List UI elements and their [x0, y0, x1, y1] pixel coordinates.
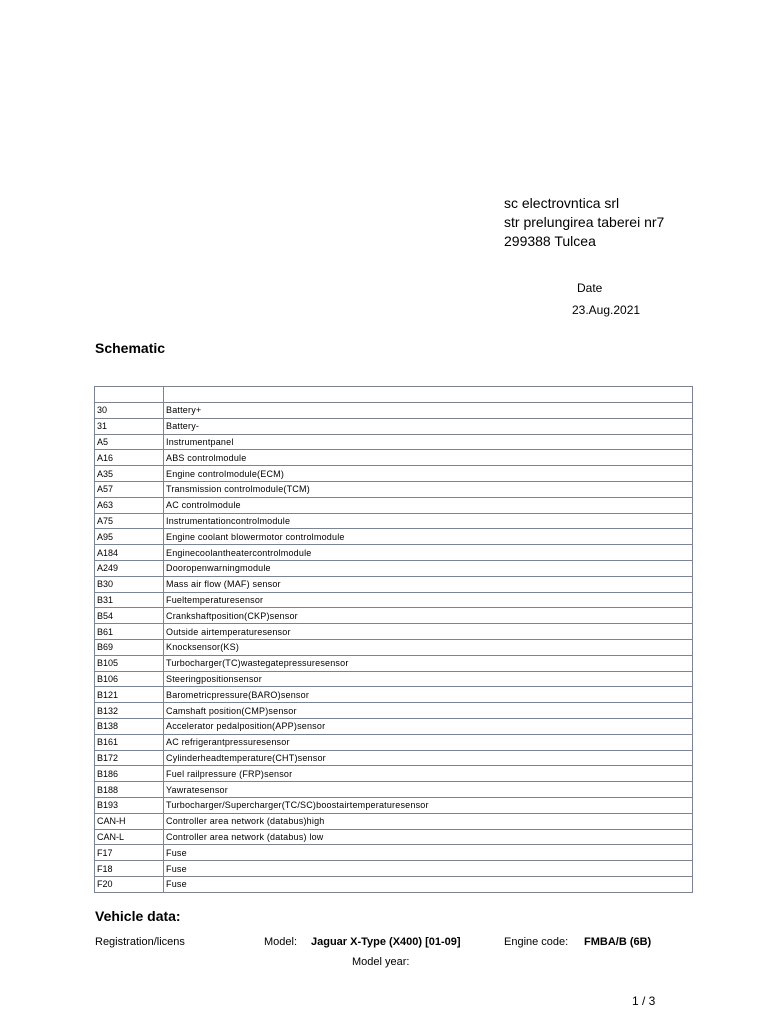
engine-code-value [584, 936, 651, 948]
street-address: str prelungirea taberei nr7 [504, 214, 665, 230]
table-row [95, 655, 693, 671]
components-table-body [95, 387, 693, 893]
table-row [95, 687, 693, 703]
component-description: Crankshaftposition(CKP)sensor [164, 608, 693, 624]
component-code: B188 [95, 782, 164, 798]
component-code: A57 [95, 481, 164, 497]
table-row [95, 718, 693, 734]
components-table [94, 386, 693, 893]
component-code: B172 [95, 750, 164, 766]
component-description: AC refrigerantpressuresensor [164, 734, 693, 750]
engine-code-label: Engine code: [504, 936, 569, 948]
component-description: Mass air flow (MAF) sensor [164, 576, 693, 592]
component-code: CAN-L [95, 829, 164, 845]
component-description: Camshaft position(CMP)sensor [164, 703, 693, 719]
model-year-label: Model year: [352, 956, 410, 968]
component-description: Yawratesensor [164, 782, 693, 798]
component-description: Fueltemperaturesensor [164, 592, 693, 608]
table-header-row [95, 387, 693, 403]
component-code: B193 [95, 797, 164, 813]
component-description: Battery+ [164, 403, 693, 419]
component-description: Turbocharger(TC)wastegatepressuresensor [164, 655, 693, 671]
component-description: Controller area network (databus) low [164, 829, 693, 845]
component-code: A249 [95, 560, 164, 576]
component-code: B138 [95, 718, 164, 734]
component-description: Fuel railpressure (FRP)sensor [164, 766, 693, 782]
table-row [95, 434, 693, 450]
component-code: B186 [95, 766, 164, 782]
component-code: B30 [95, 576, 164, 592]
component-code: A184 [95, 545, 164, 561]
component-code: A75 [95, 513, 164, 529]
component-description: AC controlmodule [164, 497, 693, 513]
component-code: A5 [95, 434, 164, 450]
table-row [95, 797, 693, 813]
component-code: F20 [95, 876, 164, 892]
page-number: 1 / 3 [632, 994, 656, 1008]
component-code: F17 [95, 845, 164, 861]
table-row [95, 608, 693, 624]
table-row [95, 497, 693, 513]
component-code: F18 [95, 861, 164, 877]
date-label: Date [577, 281, 603, 295]
table-row [95, 671, 693, 687]
model-value [311, 936, 461, 948]
table-row [95, 782, 693, 798]
engine-code-value-text: FMBA/B (6B) [584, 936, 652, 948]
component-code: B69 [95, 639, 164, 655]
table-row [95, 845, 693, 861]
component-description: Controller area network (databus)high [164, 813, 693, 829]
table-row [95, 481, 693, 497]
component-description: Outside airtemperaturesensor [164, 624, 693, 640]
table-row [95, 624, 693, 640]
component-description: Knocksensor(KS) [164, 639, 693, 655]
component-code: B161 [95, 734, 164, 750]
component-description: Barometricpressure(BARO)sensor [164, 687, 693, 703]
component-code: B31 [95, 592, 164, 608]
component-description: Fuse [164, 861, 693, 877]
table-row [95, 576, 693, 592]
component-code: 31 [95, 418, 164, 434]
component-description: Fuse [164, 845, 693, 861]
component-description: Fuse [164, 876, 693, 892]
table-row [95, 750, 693, 766]
component-description: Instrumentpanel [164, 434, 693, 450]
component-code: A63 [95, 497, 164, 513]
model-value-text: Jaguar X-Type (X400) [01-09] [311, 936, 461, 948]
component-code: B132 [95, 703, 164, 719]
component-code: A16 [95, 450, 164, 466]
component-code: B54 [95, 608, 164, 624]
table-row [95, 861, 693, 877]
table-row [95, 639, 693, 655]
component-description: ABS controlmodule [164, 450, 693, 466]
company-address [504, 194, 664, 251]
component-description: Engine coolant blowermotor controlmodule [164, 529, 693, 545]
component-code: 30 [95, 403, 164, 419]
table-row [95, 876, 693, 892]
table-row [95, 813, 693, 829]
component-description: Accelerator pedalposition(APP)sensor [164, 718, 693, 734]
model-label: Model: [264, 936, 298, 948]
table-row [95, 418, 693, 434]
table-row [95, 766, 693, 782]
component-description: Instrumentationcontrolmodule [164, 513, 693, 529]
registration-label: Registration/licens [95, 936, 185, 948]
table-row [95, 734, 693, 750]
table-row [95, 592, 693, 608]
component-code: B106 [95, 671, 164, 687]
component-code: B61 [95, 624, 164, 640]
component-description: Battery- [164, 418, 693, 434]
table-row [95, 545, 693, 561]
header-cell-code [95, 387, 164, 403]
component-code: CAN-H [95, 813, 164, 829]
component-code: A35 [95, 466, 164, 482]
component-code: B105 [95, 655, 164, 671]
table-row [95, 466, 693, 482]
component-description: Engine controlmodule(ECM) [164, 466, 693, 482]
table-row [95, 450, 693, 466]
component-description: Turbocharger/Supercharger(TC/SC)boostairtemperaturesensor [164, 797, 693, 813]
vehicle-data-title: Vehicle data: [95, 908, 181, 924]
component-code: B121 [95, 687, 164, 703]
company-name: sc electrovntica srl [504, 195, 620, 211]
component-description: Enginecoolantheatercontrolmodule [164, 545, 693, 561]
table-row [95, 829, 693, 845]
table-row [95, 529, 693, 545]
table-row [95, 403, 693, 419]
table-row [95, 703, 693, 719]
schematic-title: Schematic [95, 340, 166, 356]
table-row [95, 560, 693, 576]
table-row [95, 513, 693, 529]
postal-city: 299388 Tulcea [504, 233, 596, 249]
component-code: A95 [95, 529, 164, 545]
component-description: Transmission controlmodule(TCM) [164, 481, 693, 497]
component-description: Dooropenwarningmodule [164, 560, 693, 576]
date-value: 23.Aug.2021 [572, 303, 641, 317]
component-description: Steeringpositionsensor [164, 671, 693, 687]
header-cell-description [164, 387, 693, 403]
component-description: Cylinderheadtemperature(CHT)sensor [164, 750, 693, 766]
